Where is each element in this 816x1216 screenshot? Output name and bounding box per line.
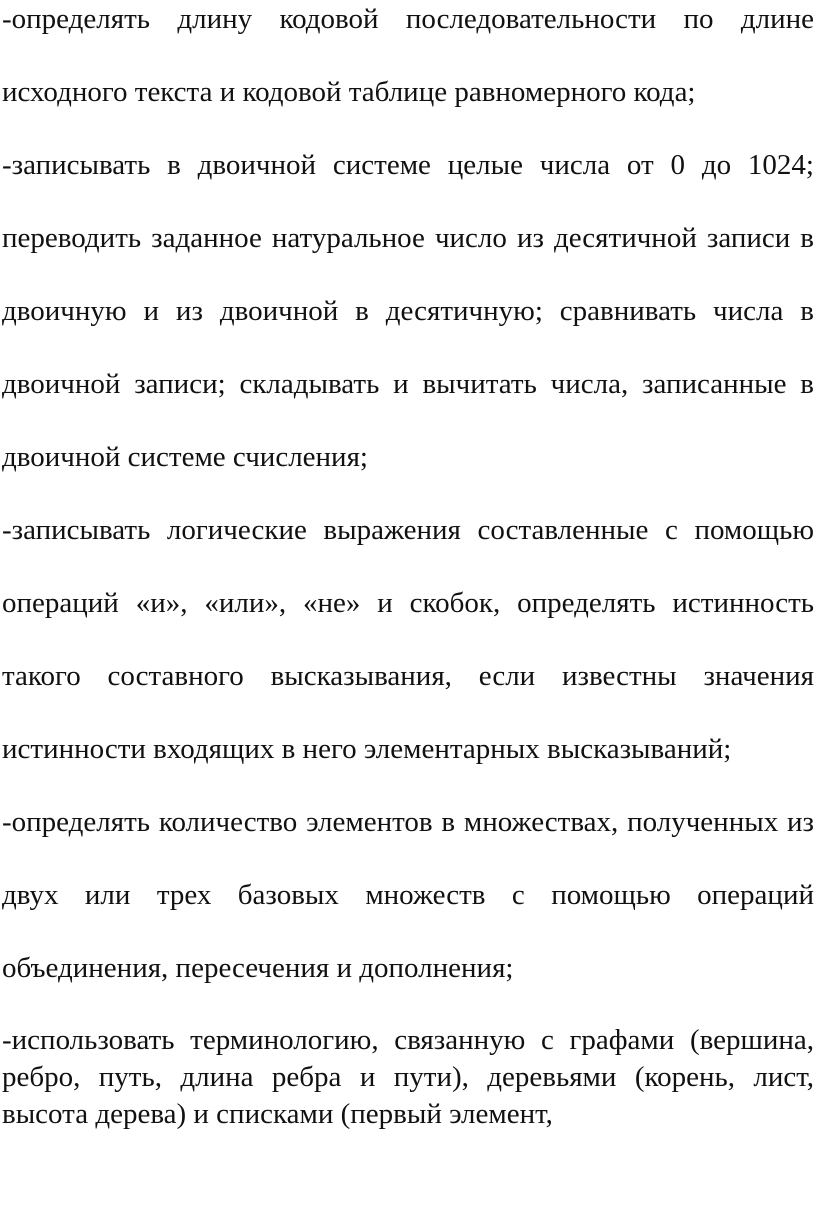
paragraph-binary-numbers: -записывать в двоичной системе целые числа от 0 до 1024; переводить заданное натуральное число из десятичной записи в двоичную и из двоичной в десятичную; сравнивать числа в двоичной записи; складывать и вычитать числа, записанные в двоичной системе счисления;	[2, 149, 814, 473]
paragraph-code-length: -определять длину кодовой последовательности по длине исходного текста и кодовой таблице равномерного кода;	[2, 3, 814, 108]
paragraph-graph-terminology: -использовать терминологию, связанную с графами (вершина, ребро, путь, длина ребра и пути), деревьями (корень, лист, высота дерева) и списками (первый элемент,	[2, 1024, 814, 1130]
document-page	[2, 0, 814, 1133]
paragraph-set-operations: -определять количество элементов в множествах, полученных из двух или трех базовых множеств с помощью операций объединения, пересечения и дополнения;	[2, 806, 814, 984]
paragraph-logical-expressions: -записывать логические выражения составленные с помощью операций «и», «или», «не» и скобок, определять истинность такого составного высказывания, если известны значения истинности входящих в него элементарных высказываний;	[2, 514, 814, 765]
